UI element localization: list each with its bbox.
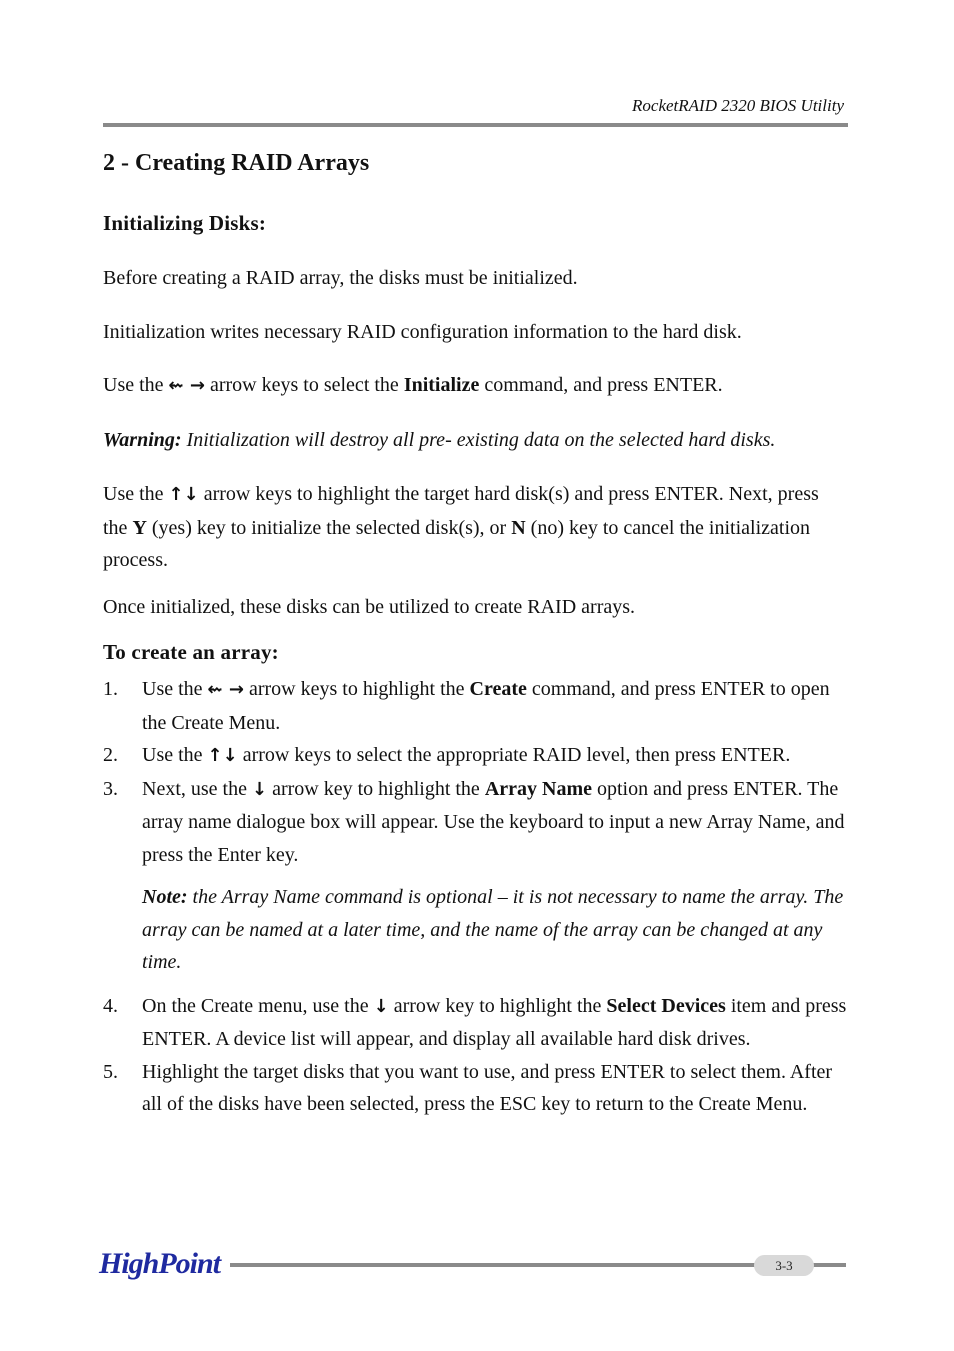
header-rule xyxy=(103,123,848,127)
create-steps-list xyxy=(103,673,848,871)
list-item: 3. Next, use the ↓ arrow key to highlight the Array Name option and press ENTER. The array name dialogue box will appear. Use the keyboard to input a new Array Name, and press the Enter key. xyxy=(103,777,845,866)
down-arrow-icon: ↓ xyxy=(251,778,268,800)
list-item: 1. Use the ⇜ → arrow keys to highlight the Create command, and press ENTER to open the Create Menu. xyxy=(103,678,830,734)
init-paragraph-3: Use the ⇜ → arrow keys to select the Initialize command, and press ENTER. xyxy=(103,374,723,396)
down-arrow-icon: ↓ xyxy=(373,995,389,1017)
create-heading: To create an array: xyxy=(103,640,279,664)
init-paragraph-2: Initialization writes necessary RAID configuration information to the hard disk. xyxy=(103,320,742,343)
init-heading: Initializing Disks: xyxy=(103,211,267,235)
warning-label: Warning: xyxy=(103,428,182,451)
list-item: 4. On the Create menu, use the ↓ arrow key to highlight the Select Devices item and press ENTER. A device list will appear, and display all available hard disk drives. xyxy=(103,994,847,1050)
warning-paragraph: Warning: Initialization will destroy all pre- existing data on the selected hard disks. xyxy=(103,428,776,451)
up-down-arrows-icon: ↑↓ xyxy=(207,745,238,766)
running-header: RocketRAID 2320 BIOS Utility xyxy=(632,96,844,115)
list-item: 2. Use the ↑↓ arrow keys to select the appropriate RAID level, then press ENTER. xyxy=(103,744,791,766)
init-paragraph-4: Use the ↑↓ arrow keys to highlight the target hard disk(s) and press ENTER. Next, press the Y (yes) key to initialize the selected disk(s), or N (no) key to cancel the initialization process. xyxy=(103,483,819,571)
note-paragraph: Note: the Array Name command is optional – it is not necessary to name the array. The array can be named at a later time, and the name of the array can be changed at any time. xyxy=(142,886,844,973)
note-label: Note: xyxy=(142,886,188,908)
create-steps-list-continued xyxy=(103,990,848,1121)
section-title: 2 - Creating RAID Arrays xyxy=(103,150,370,176)
init-paragraph-1: Before creating a RAID array, the disks must be initialized. xyxy=(103,267,578,289)
init-paragraph-5: Once initialized, these disks can be utilized to create RAID arrays. xyxy=(103,595,636,618)
page-content xyxy=(103,146,848,1121)
page-number-badge: 3-3 xyxy=(754,1255,814,1276)
left-right-arrows-icon: ⇜ → xyxy=(207,679,244,700)
left-right-arrows-icon: ⇜ → xyxy=(168,375,205,396)
highpoint-logo: HighPoint xyxy=(99,1247,221,1280)
up-down-arrows-icon: ↑↓ xyxy=(168,484,199,505)
list-item: 5. Highlight the target disks that you want to use, and press ENTER to select them. After all of the disks have been selected, press the ESC key to return to the Create Menu. xyxy=(103,1060,833,1115)
